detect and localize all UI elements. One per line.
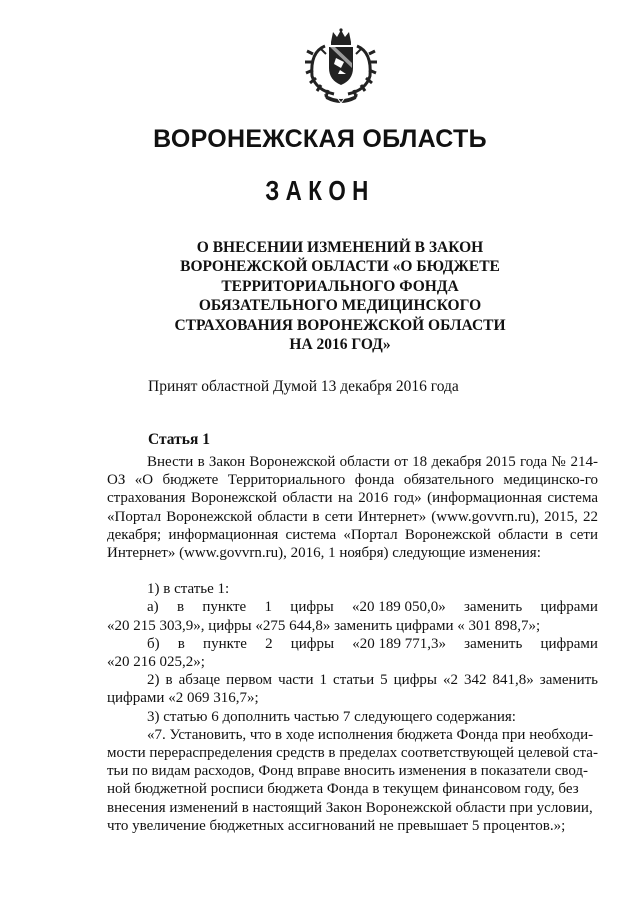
item-1a-word: цифрами: [540, 599, 598, 616]
law-title: [150, 238, 530, 354]
region-name: ВОРОНЕЖСКАЯ ОБЛАСТЬ: [153, 125, 487, 153]
item-1b-word: «20 189 771,3»: [352, 635, 446, 652]
item-1a-first-line: [107, 598, 598, 616]
item-1a-word: пункте: [202, 599, 247, 616]
law-title-line: ВОРОНЕЖСКОЙ ОБЛАСТИ «О БЮДЖЕТЕ: [180, 258, 500, 276]
law-title-line: О ВНЕСЕНИИ ИЗМЕНЕНИЙ В ЗАКОН: [196, 239, 484, 256]
article-body: [107, 453, 598, 835]
coat-of-arms-emblem: [300, 28, 382, 106]
law-title-line: ТЕРРИТОРИАЛЬНОГО ФОНДА: [221, 277, 459, 295]
item-1b-word: б): [147, 635, 160, 652]
item-2: 2) в абзаце первом части 1 статьи 5 цифры «2 342 841,8» заменить цифрами «2 069 316,7»;: [107, 672, 598, 707]
item-3: 3) статью 6 дополнить частью 7 следующего содержания:: [147, 708, 516, 725]
item-1b-continuation: «20 216 025,2»;: [107, 654, 205, 671]
quote-line: внесения изменений в настоящий Закон Воронежской области при условии,: [107, 799, 593, 816]
law-title-line: ОБЯЗАТЕЛЬНОГО МЕДИЦИНСКОГО: [198, 297, 482, 315]
law-title-line: СТРАХОВАНИЯ ВОРОНЕЖСКОЙ ОБЛАСТИ: [174, 316, 506, 334]
article-heading: Статья 1: [148, 431, 210, 448]
document-type: ЗАКОН: [265, 175, 375, 206]
item-1b-word: в: [177, 635, 185, 652]
item-1b-word: цифрами: [540, 635, 598, 652]
quote-line: мости перераспределения средств в пределах соответствующей целевой ста-: [107, 745, 598, 762]
item-1a-word: в: [176, 599, 185, 616]
article-intro-paragraph: Внести в Закон Воронежской области от 18 декабря 2015 года № 214-ОЗ «О бюджете Территориального фонда обязательного медицинско-го страхования Воронежской области на 2016 год» (информационная система «Портал Воронежской области в сети Интернет» (www.govvrn.ru), 2015, 22 декабря; информационная система «Портал Воронежской области в сети Интернет» (www.govvrn.ru), 2016, 1 ноября) следующие изменения:: [107, 454, 598, 562]
item-1b-word: пункте: [203, 635, 247, 652]
quote-line: что увеличение бюджетных ассигнований не превышает 5 процентов.»;: [107, 817, 566, 834]
quote-line: «7. Установить, что в ходе исполнения бюджета Фонда при необходи-: [147, 726, 594, 743]
item-1a-word: «20 189 050,0»: [351, 599, 446, 616]
item-1: 1) в статье 1:: [147, 581, 230, 598]
item-1b-first-line: [107, 635, 598, 653]
item-1a-continuation: «20 215 303,9», цифры «275 644,8» заменить цифрами « 301 898,7»;: [107, 617, 541, 634]
item-1b-word: цифры: [290, 635, 335, 652]
item-1a-word: заменить: [464, 599, 523, 616]
quote-line: тьи по видам расходов, Фонд вправе вносить изменения в показатели свод-: [107, 763, 589, 780]
item-1a-word: цифры: [290, 599, 334, 616]
item-1b-word: заменить: [464, 635, 523, 652]
item-1b-word: 2: [265, 635, 273, 652]
adoption-date: Принят областной Думой 13 декабря 2016 года: [148, 378, 459, 395]
item-1a-word: 1: [264, 599, 272, 616]
item-1a-word: а): [147, 599, 159, 616]
law-title-line: НА 2016 ГОД»: [289, 336, 391, 354]
quote-line: ной бюджетной росписи бюджета Фонда в текущем финансовом году, без: [107, 781, 579, 798]
